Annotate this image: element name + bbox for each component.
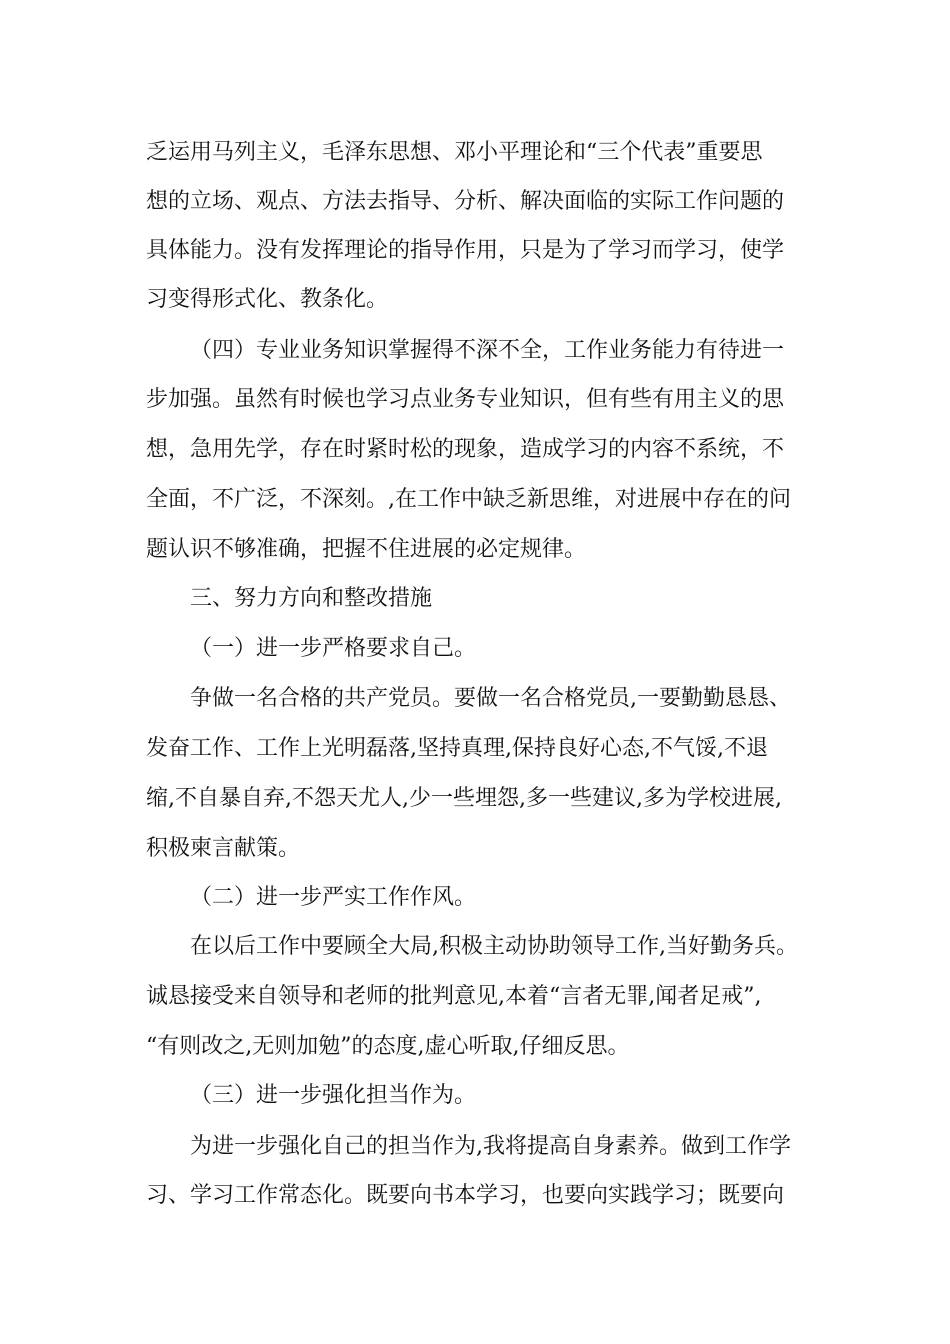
paragraph-line: 积极柬言献策。 (146, 836, 301, 861)
subsection-heading: （二）进一步严实工作作风。 (190, 885, 477, 910)
paragraph-line: 习变得形式化、教条化。 (146, 287, 389, 312)
paragraph-line: 想，急用先学，存在时紧时松的现象，造成学习的内容不系统，不 (146, 437, 785, 462)
paragraph-line: 乏运用马列主义，毛泽东思想、邓小平理论和“三个代表”重要思 (146, 140, 763, 165)
section-heading: 三、努力方向和整改措施 (190, 586, 433, 611)
paragraph-line: 发奋工作、工作上光明磊落,坚持真理,保持良好心态,不气馁,不退 (146, 736, 768, 761)
paragraph-line: 全面，不广泛，不深刻。,在工作中缺乏新思维，对进展中存在的问 (146, 487, 791, 512)
paragraph-line: 步加强。虽然有时候也学习点业务专业知识，但有些有用主义的思 (146, 387, 785, 412)
paragraph-line: 缩,不自暴自弃,不怨天尤人,少一些埋怨,多一些建议,多为学校进展, (146, 786, 782, 811)
paragraph-line: 想的立场、观点、方法去指导、分析、解决面临的实际工作问题的 (146, 189, 785, 214)
paragraph-line: 诚恳接受来自领导和老师的批判意见,本着“言者无罪,闻者足戒”, (146, 984, 762, 1009)
paragraph-line: 在以后工作中要顾全大局,积极主动协助领导工作,当好勤务兵。 (190, 934, 798, 959)
paragraph-line: 为进一步强化自己的担当作为,我将提高自身素养。做到工作学 (190, 1134, 791, 1159)
section-heading: （四）专业业务知识掌握得不深不全，工作业务能力有待进一 (190, 338, 785, 363)
paragraph-line: 题认识不够准确，把握不住进展的必定规律。 (146, 537, 587, 562)
subsection-heading: （一）进一步严格要求自己。 (190, 636, 477, 661)
subsection-heading: （三）进一步强化担当作为。 (190, 1083, 477, 1108)
paragraph-line: 习、学习工作常态化。既要向书本学习，也要向实践学习；既要向 (146, 1183, 785, 1208)
paragraph-line: “有则改之,无则加勉”的态度,虚心听取,仔细反思。 (146, 1034, 630, 1059)
paragraph-line: 具体能力。没有发挥理论的指导作用，只是为了学习而学习，使学 (146, 238, 785, 263)
paragraph-line: 争做一名合格的共产党员。要做一名合格党员,一要勤勤恳恳、 (190, 686, 791, 711)
